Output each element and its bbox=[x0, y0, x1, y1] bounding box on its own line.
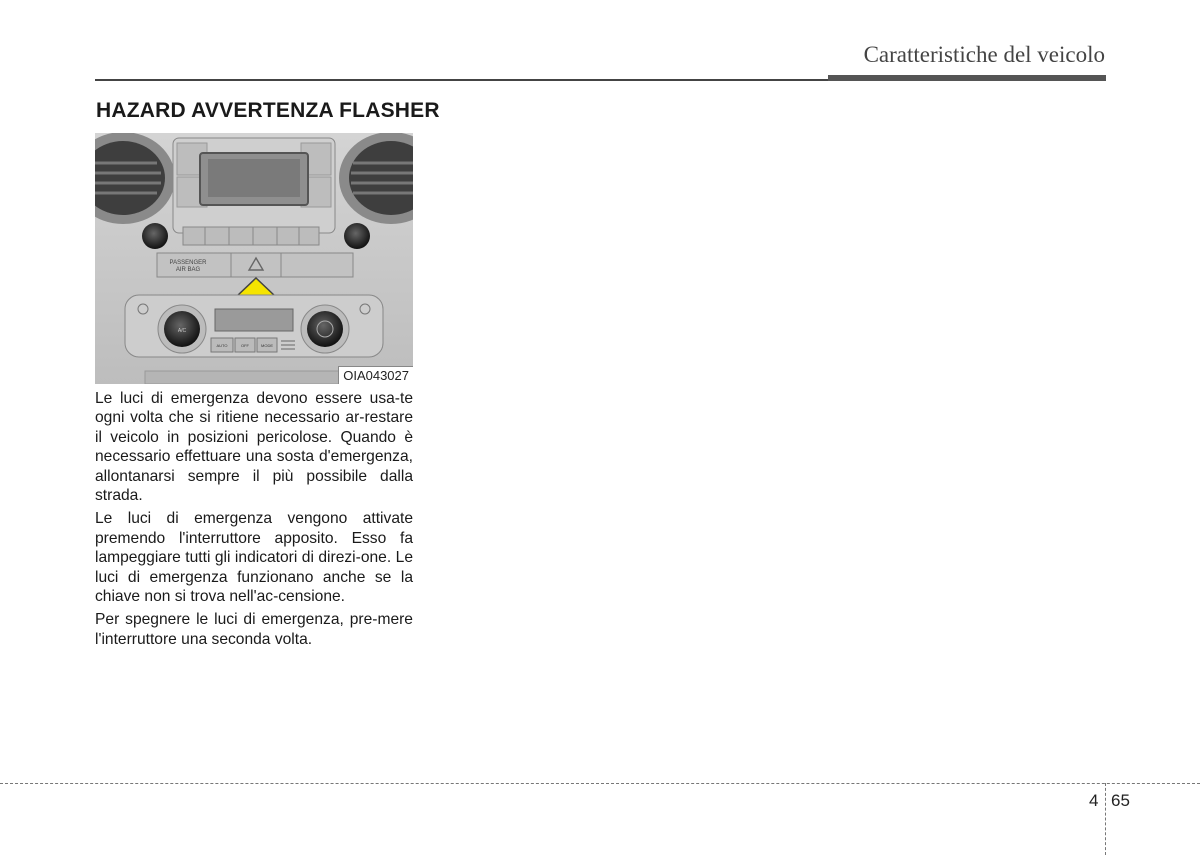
auto-button-label: AUTO bbox=[216, 343, 228, 348]
volume-knob bbox=[142, 223, 168, 249]
climate-control-panel bbox=[125, 295, 383, 357]
audio-unit bbox=[173, 138, 335, 245]
switch-strip bbox=[157, 253, 353, 277]
page-number: 65 bbox=[1111, 791, 1130, 810]
section-title: HAZARD AVVERTENZA FLASHER bbox=[96, 99, 440, 122]
figure-code: OIA043027 bbox=[338, 366, 413, 384]
passenger-airbag-label-line2: AIR BAG bbox=[175, 267, 201, 273]
header-rule bbox=[95, 79, 828, 81]
paragraph-3: Per spegnere le luci di emergenza, pre-mere l'interruttore una seconda volta. bbox=[95, 611, 413, 648]
page-chapter-number: 4 bbox=[1089, 791, 1099, 810]
footer-dashed-divider bbox=[1105, 783, 1106, 855]
center-console-drawing bbox=[95, 133, 413, 384]
tune-knob bbox=[344, 223, 370, 249]
mode-button-label: MODE bbox=[261, 343, 273, 348]
header-rule-accent bbox=[828, 75, 1106, 81]
chapter-header-title: Caratteristiche del veicolo bbox=[863, 42, 1105, 67]
footer-dashed-rule bbox=[0, 783, 1200, 784]
ac-knob-label: A/C bbox=[177, 328, 187, 334]
paragraph-1: Le luci di emergenza devono essere usa-te ogni volta che si ritiene necessario ar-restare il veicolo in posizioni pericolose. Quando è necessario effettuare una sosta d'emergenza, allontanarsi sempre il più possibile dalla strada. bbox=[95, 390, 413, 505]
dashboard-illustration bbox=[95, 133, 413, 384]
paragraph-2: Le luci di emergenza vengono attivate premendo l'interruttore apposito. Esso fa lampeggiare tutti gli indicatori di direzi-one. Le luci di emergenza funzionano anche se la chiave non si trova nell'ac-censione. bbox=[95, 510, 413, 606]
off-button-label: OFF bbox=[241, 343, 249, 348]
body-text bbox=[95, 389, 413, 653]
passenger-airbag-label-line1: PASSENGER bbox=[169, 260, 207, 266]
